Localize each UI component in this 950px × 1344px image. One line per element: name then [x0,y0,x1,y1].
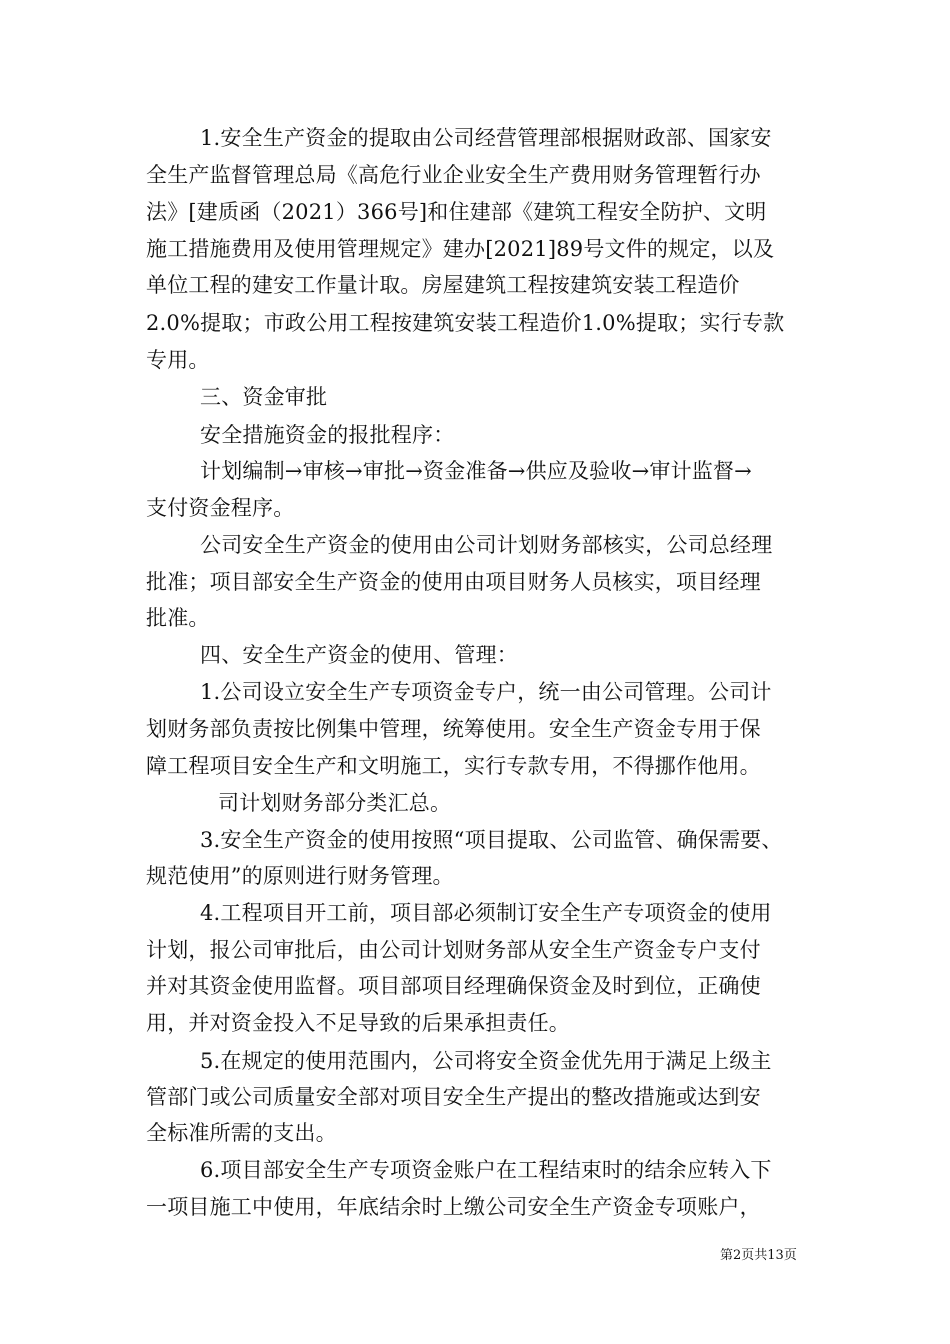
text-line: 全标准所需的支出。 [146,1121,337,1145]
text-line: 规范使用”的原则进行财务管理。 [146,864,454,888]
text-line: 法》[建质函（2021）366号]和住建部《建筑工程安全防护、文明 [146,200,767,224]
text-line: 一项目施工中使用，年底结余时上缴公司安全生产资金专项账户， [146,1195,761,1219]
text-line: 批准；项目部安全生产资金的使用由项目财务人员核实，项目经理 [146,570,761,594]
text-line: 管部门或公司质量安全部对项目安全生产提出的整改措施或达到安 [146,1085,761,1109]
text-line: 批准。 [146,606,210,630]
text-line: 计划，报公司审批后，由公司计划财务部从安全生产资金专户支付 [146,938,761,962]
text-line: 6.项目部安全生产专项资金账户在工程结束时的结余应转入下 [200,1158,772,1182]
text-line: 1.公司设立安全生产专项资金专户，统一由公司管理。公司计 [200,680,772,704]
text-line: 并对其资金使用监督。项目部项目经理确保资金及时到位，正确使 [146,974,761,998]
text-line: 4.工程项目开工前，项目部必须制订安全生产专项资金的使用 [200,901,772,925]
text-line: 安全措施资金的报批程序： [200,423,455,447]
text-line: 单位工程的建安工作量计取。房屋建筑工程按建筑安装工程造价 [146,273,740,297]
text-line: 2.0%提取；市政公用工程按建筑安装工程造价1.0%提取；实行专款 [146,311,785,335]
text-line: 5.在规定的使用范围内，公司将安全资金优先用于满足上级主 [200,1049,772,1073]
text-line: 划财务部负责按比例集中管理，统筹使用。安全生产资金专用于保 [146,717,761,741]
text-line: 计划编制→审核→审批→资金准备→供应及验收→审计监督→ [200,459,752,483]
text-line: 全生产监督管理总局《高危行业企业安全生产费用财务管理暂行办 [146,163,761,187]
text-line: 公司安全生产资金的使用由公司计划财务部核实，公司总经理 [200,533,773,557]
page-number: 第2页共13页 [720,1248,797,1263]
text-line: 1.安全生产资金的提取由公司经营管理部根据财政部、国家安 [200,126,772,150]
text-line: 施工措施费用及使用管理规定》建办[2021]89号文件的规定，以及 [146,237,775,261]
text-line: 支付资金程序。 [146,496,295,520]
section-heading: 四、安全生产资金的使用、管理： [200,643,518,667]
text-line: 用，并对资金投入不足导致的后果承担责任。 [146,1011,570,1035]
text-line: 3.安全生产资金的使用按照“项目提取、公司监管、确保需要、 [200,828,783,852]
text-line: 专用。 [146,348,210,372]
section-heading: 三、资金审批 [200,385,328,409]
text-line: 障工程项目安全生产和文明施工，实行专款专用，不得挪作他用。 [146,754,761,778]
text-line: 司计划财务部分类汇总。 [218,791,452,815]
